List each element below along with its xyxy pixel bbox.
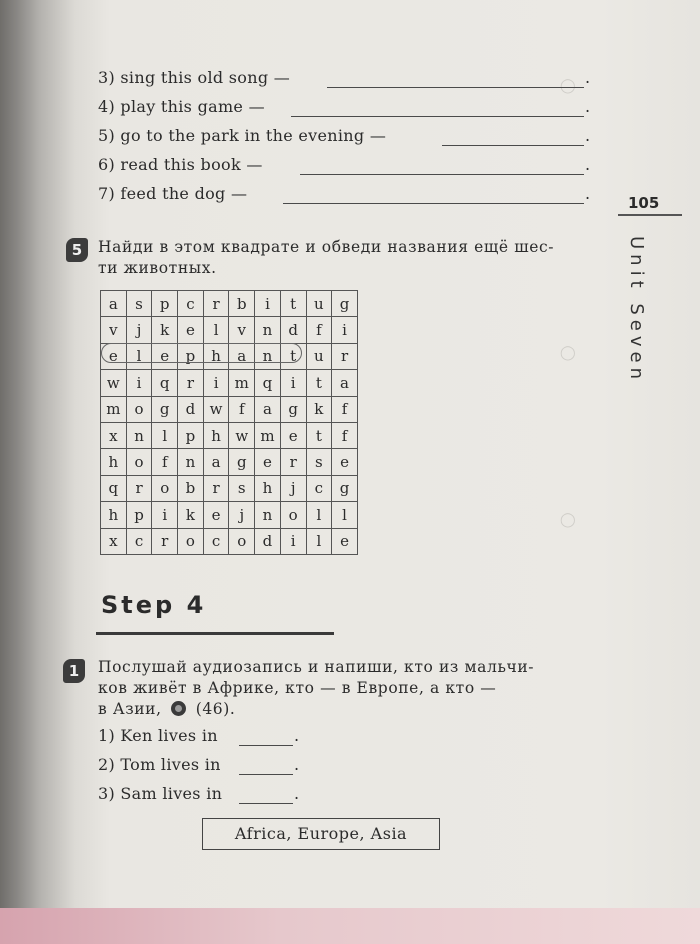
grid-letter-cell[interactable]: x	[101, 528, 127, 554]
grid-letter-cell[interactable]: t	[280, 291, 306, 317]
grid-letter-cell[interactable]: a	[203, 449, 229, 475]
grid-letter-cell[interactable]: f	[306, 317, 332, 343]
grid-row	[101, 396, 358, 422]
grid-letter-cell[interactable]: j	[126, 317, 152, 343]
answer-blank[interactable]	[239, 773, 293, 775]
grid-letter-cell[interactable]: a	[255, 396, 281, 422]
unit-side-label: Unit Seven	[626, 236, 647, 384]
grid-letter-cell[interactable]: q	[152, 370, 178, 396]
grid-letter-cell[interactable]: j	[229, 502, 255, 528]
grid-letter-cell[interactable]: h	[101, 502, 127, 528]
word-bank-box: Africa, Europe, Asia	[202, 818, 440, 850]
answer-blank[interactable]	[239, 744, 293, 746]
grid-letter-cell[interactable]: j	[280, 475, 306, 501]
grid-letter-cell[interactable]: s	[229, 475, 255, 501]
task-instruction-line	[98, 699, 235, 720]
grid-letter-cell[interactable]: r	[152, 528, 178, 554]
grid-letter-cell[interactable]: l	[203, 317, 229, 343]
grid-letter-cell[interactable]: e	[280, 422, 306, 448]
grid-letter-cell[interactable]: w	[229, 422, 255, 448]
grid-row	[101, 317, 358, 343]
grid-row	[101, 502, 358, 528]
grid-letter-cell[interactable]: h	[203, 422, 229, 448]
grid-letter-cell[interactable]: g	[332, 291, 358, 317]
word-search-grid	[100, 290, 358, 555]
grid-letter-cell[interactable]: c	[203, 528, 229, 554]
grid-letter-cell[interactable]: p	[178, 343, 204, 369]
end-period: .	[294, 726, 300, 745]
task-instruction-line: ков живёт в Африке, кто — в Европе, а кто —	[98, 679, 497, 697]
grid-letter-cell[interactable]: n	[255, 317, 281, 343]
grid-letter-cell[interactable]: t	[280, 343, 306, 369]
grid-letter-cell[interactable]: f	[152, 449, 178, 475]
grid-row	[101, 370, 358, 396]
grid-letter-cell[interactable]: v	[101, 317, 127, 343]
show-through-shape: ◯	[560, 512, 576, 528]
task-number-badge: 5	[66, 238, 88, 262]
grid-letter-cell[interactable]: s	[126, 291, 152, 317]
end-period: .	[585, 184, 591, 203]
grid-letter-cell[interactable]: n	[126, 422, 152, 448]
grid-letter-cell[interactable]: r	[126, 475, 152, 501]
grid-letter-cell[interactable]: t	[306, 370, 332, 396]
grid-letter-cell[interactable]: l	[306, 528, 332, 554]
grid-letter-cell[interactable]: v	[229, 317, 255, 343]
grid-letter-cell[interactable]: n	[178, 449, 204, 475]
show-through-shape: ◯	[560, 345, 576, 361]
grid-letter-cell[interactable]: p	[152, 291, 178, 317]
grid-letter-cell[interactable]: i	[280, 528, 306, 554]
grid-row	[101, 449, 358, 475]
show-through-shape: ◯	[560, 78, 576, 94]
grid-letter-cell[interactable]: a	[101, 291, 127, 317]
grid-letter-cell[interactable]: r	[203, 475, 229, 501]
grid-letter-cell[interactable]: e	[152, 343, 178, 369]
grid-letter-cell[interactable]: a	[229, 343, 255, 369]
grid-letter-cell[interactable]: r	[178, 370, 204, 396]
grid-letter-cell[interactable]: f	[332, 422, 358, 448]
grid-letter-cell[interactable]: c	[178, 291, 204, 317]
grid-letter-cell[interactable]: r	[280, 449, 306, 475]
grid-letter-cell[interactable]: o	[152, 475, 178, 501]
grid-letter-cell[interactable]: f	[229, 396, 255, 422]
grid-letter-cell[interactable]: r	[332, 343, 358, 369]
end-period: .	[294, 755, 300, 774]
exercise-item: 2) Tom lives in	[98, 755, 221, 774]
grid-letter-cell[interactable]: g	[332, 475, 358, 501]
grid-letter-cell[interactable]: i	[280, 370, 306, 396]
grid-letter-cell[interactable]: i	[126, 370, 152, 396]
page-number-rule	[618, 214, 682, 216]
task-instruction-line: Послушай аудиозапись и напиши, кто из мальчи-	[98, 658, 535, 676]
exercise-item: 6) read this book —	[98, 155, 263, 174]
task-instruction-line: ти животных.	[98, 259, 217, 277]
answer-blank[interactable]	[327, 86, 584, 88]
grid-letter-cell[interactable]: s	[306, 449, 332, 475]
grid-letter-cell[interactable]: k	[306, 396, 332, 422]
grid-letter-cell[interactable]: q	[255, 370, 281, 396]
grid-letter-cell[interactable]: g	[152, 396, 178, 422]
circled-word-oval	[101, 343, 302, 363]
grid-letter-cell[interactable]: m	[229, 370, 255, 396]
grid-letter-cell[interactable]: h	[101, 449, 127, 475]
grid-row	[101, 422, 358, 448]
grid-letter-cell[interactable]: b	[178, 475, 204, 501]
grid-letter-cell[interactable]: h	[203, 343, 229, 369]
exercise-item: 1) Ken lives in	[98, 726, 218, 745]
grid-letter-cell[interactable]: d	[280, 317, 306, 343]
exercise-item: 7) feed the dog —	[98, 184, 248, 203]
grid-letter-cell[interactable]: u	[306, 343, 332, 369]
grid-letter-cell[interactable]: g	[280, 396, 306, 422]
grid-letter-cell[interactable]: f	[332, 396, 358, 422]
answer-blank[interactable]	[300, 173, 584, 175]
grid-letter-cell[interactable]: i	[152, 502, 178, 528]
grid-letter-cell[interactable]: p	[126, 502, 152, 528]
grid-letter-cell[interactable]: n	[255, 343, 281, 369]
grid-letter-cell[interactable]: q	[101, 475, 127, 501]
answer-blank[interactable]	[291, 115, 584, 117]
grid-letter-cell[interactable]: l	[126, 343, 152, 369]
grid-letter-cell[interactable]: h	[255, 475, 281, 501]
audio-disc-icon[interactable]	[171, 701, 186, 716]
grid-row	[101, 528, 358, 554]
grid-letter-cell[interactable]: t	[306, 422, 332, 448]
page-edge-band	[0, 908, 700, 944]
grid-letter-cell[interactable]: e	[332, 449, 358, 475]
end-period: .	[585, 97, 591, 116]
grid-letter-cell[interactable]: o	[178, 528, 204, 554]
step-title: Step 4	[101, 591, 207, 619]
end-period: .	[294, 784, 300, 803]
grid-letter-cell[interactable]: i	[255, 291, 281, 317]
step-underline	[96, 632, 334, 635]
grid-letter-cell[interactable]: n	[255, 502, 281, 528]
exercise-item: 5) go to the park in the evening —	[98, 126, 387, 145]
grid-letter-cell[interactable]: i	[203, 370, 229, 396]
end-period: .	[585, 68, 591, 87]
grid-letter-cell[interactable]: l	[306, 502, 332, 528]
grid-letter-cell[interactable]: o	[229, 528, 255, 554]
answer-blank[interactable]	[239, 802, 293, 804]
answer-blank[interactable]	[283, 202, 584, 204]
task-number-badge: 1	[63, 659, 85, 683]
grid-letter-cell[interactable]: a	[332, 370, 358, 396]
end-period: .	[585, 126, 591, 145]
exercise-item: 3) sing this old song —	[98, 68, 291, 87]
grid-letter-cell[interactable]: d	[178, 396, 204, 422]
page-number: 105	[628, 194, 660, 212]
grid-letter-cell[interactable]: g	[229, 449, 255, 475]
grid-letter-cell[interactable]: e	[332, 528, 358, 554]
grid-letter-cell[interactable]: e	[203, 502, 229, 528]
grid-letter-cell[interactable]: r	[203, 291, 229, 317]
grid-letter-cell[interactable]: u	[306, 291, 332, 317]
grid-letter-cell[interactable]: o	[126, 449, 152, 475]
task-instruction-line: Найди в этом квадрате и обведи названия ещё шес-	[98, 238, 555, 256]
grid-letter-cell[interactable]: w	[101, 370, 127, 396]
grid-letter-cell[interactable]: o	[126, 396, 152, 422]
grid-letter-cell[interactable]: e	[178, 317, 204, 343]
grid-letter-cell[interactable]: c	[306, 475, 332, 501]
grid-letter-cell[interactable]: k	[178, 502, 204, 528]
track-number: (46).	[195, 700, 236, 718]
exercise-item: 4) play this game —	[98, 97, 265, 116]
grid-letter-cell[interactable]: l	[152, 422, 178, 448]
grid-letter-cell[interactable]: b	[229, 291, 255, 317]
grid-letter-cell[interactable]: k	[152, 317, 178, 343]
grid-letter-cell[interactable]: i	[332, 317, 358, 343]
grid-letter-cell[interactable]: p	[178, 422, 204, 448]
grid-letter-cell[interactable]: w	[203, 396, 229, 422]
grid-letter-cell[interactable]: m	[101, 396, 127, 422]
grid-letter-cell[interactable]: e	[101, 343, 127, 369]
grid-letter-cell[interactable]: c	[126, 528, 152, 554]
grid-letter-cell[interactable]: x	[101, 422, 127, 448]
task-instruction-text: в Азии,	[98, 700, 162, 718]
answer-blank[interactable]	[442, 144, 584, 146]
grid-letter-cell[interactable]: e	[255, 449, 281, 475]
grid-row	[101, 475, 358, 501]
end-period: .	[585, 155, 591, 174]
grid-row	[101, 291, 358, 317]
grid-letter-cell[interactable]: l	[332, 502, 358, 528]
grid-letter-cell[interactable]: m	[255, 422, 281, 448]
grid-letter-cell[interactable]: d	[255, 528, 281, 554]
grid-letter-cell[interactable]: o	[280, 502, 306, 528]
exercise-item: 3) Sam lives in	[98, 784, 223, 803]
